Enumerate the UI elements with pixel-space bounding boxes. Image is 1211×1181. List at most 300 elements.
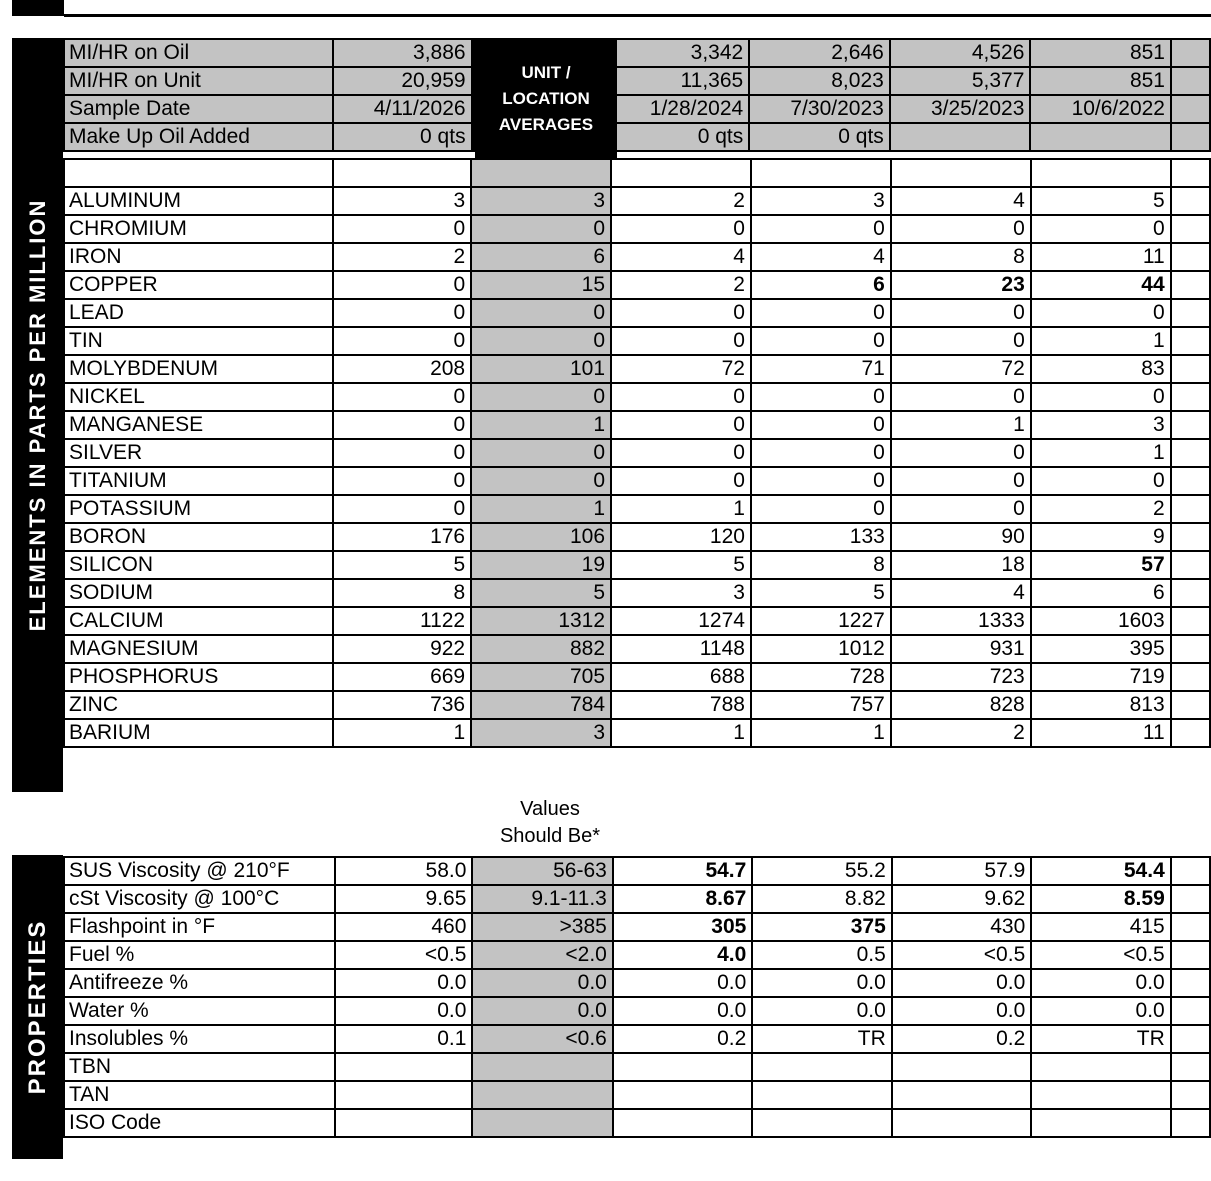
history-value: 7/30/2023 [749,95,890,123]
current-value: 0 [333,299,471,327]
history-value: 8 [891,243,1031,271]
overflow-cell [1171,719,1210,747]
history-value: 0 [611,299,751,327]
history-value: 11,365 [609,67,750,95]
table-row [64,523,1210,551]
row-label: ISO Code [64,1109,335,1137]
current-value: 2 [333,243,471,271]
table-row [64,187,1210,215]
history-value: 0 [751,467,891,495]
average-value: <0.6 [472,1025,612,1053]
table-row [64,383,1210,411]
header-row [64,123,1210,151]
history-value: 10/6/2022 [1030,95,1171,123]
history-value: 0.5 [752,941,891,969]
history-value: 1/28/2024 [609,95,750,123]
history-value: 4.0 [613,941,752,969]
history-value: 0 [891,383,1031,411]
current-value: 1122 [333,607,471,635]
history-value: 6 [751,271,891,299]
table-row [64,635,1210,663]
average-value: 784 [471,691,611,719]
history-value: 54.4 [1031,857,1170,885]
row-label: LEAD [64,299,333,327]
history-value: 0 [751,439,891,467]
history-value: 8.67 [613,885,752,913]
average-value: 0.0 [472,997,612,1025]
spacer-cell [1031,159,1171,187]
history-value: 1227 [751,607,891,635]
history-value: 2 [611,271,751,299]
history-value: 1333 [891,607,1031,635]
current-value: <0.5 [335,941,473,969]
history-value: 2 [1031,495,1171,523]
average-value: 0 [471,327,611,355]
history-value: 1 [891,411,1031,439]
properties-title: PROPERTIES [23,919,51,1095]
spacer-cell [751,159,891,187]
current-value: 460 [335,913,473,941]
history-value: 8 [751,551,891,579]
row-label: BORON [64,523,333,551]
header-black-block [12,0,64,16]
current-value: 58.0 [335,857,473,885]
table-row [64,941,1210,969]
row-label: Flashpoint in °F [64,913,335,941]
history-value: 2 [611,187,751,215]
history-value: 0.2 [613,1025,752,1053]
history-value [1171,39,1210,67]
current-value: 4/11/2026 [333,95,472,123]
history-value: 1 [1031,327,1171,355]
spacer-row [64,159,1210,187]
overflow-cell [1171,1025,1210,1053]
history-value: 0 [891,495,1031,523]
history-value: 0 [611,327,751,355]
history-value: 688 [611,663,751,691]
overflow-cell [1171,663,1210,691]
history-value: <0.5 [892,941,1031,969]
history-value: 18 [891,551,1031,579]
overflow-cell [1171,243,1210,271]
overflow-cell [1171,579,1210,607]
history-value: 1603 [1031,607,1171,635]
current-value: 9.65 [335,885,473,913]
table-row [64,857,1210,885]
current-value: 0 [333,327,471,355]
row-label: SUS Viscosity @ 210°F [64,857,335,885]
elements-table [63,158,1211,748]
average-value: 9.1-11.3 [472,885,612,913]
history-value: 5,377 [890,67,1031,95]
table-row [64,439,1210,467]
values-should-be-note [475,796,625,850]
history-value: 55.2 [752,857,891,885]
history-value [1031,1109,1170,1137]
history-value: 0 qts [749,123,890,151]
values-note-line-1: Values [520,798,580,820]
unit-location-averages-header [475,39,617,159]
history-value: 0 [751,327,891,355]
values-note-line-2: Should Be* [499,825,601,847]
history-value: 0.0 [892,969,1031,997]
average-value: 19 [471,551,611,579]
history-value: 1274 [611,607,751,635]
unit-location-label-1: UNIT / [521,63,571,82]
average-value: 0.0 [472,969,612,997]
overflow-cell [1171,439,1210,467]
row-label: IRON [64,243,333,271]
history-value: 0 [611,215,751,243]
overflow-cell [1171,411,1210,439]
history-value: 9.62 [892,885,1031,913]
history-value: 0 [891,439,1031,467]
overflow-cell [1171,1081,1210,1109]
row-label: NICKEL [64,383,333,411]
average-value: 0 [471,467,611,495]
history-value: 1 [751,719,891,747]
row-label: POTASSIUM [64,495,333,523]
history-value [1171,95,1210,123]
history-value: 0 [611,383,751,411]
history-value: 11 [1031,719,1171,747]
history-value: 44 [1031,271,1171,299]
row-label: Fuel % [64,941,335,969]
row-label: TIN [64,327,333,355]
unit-location-label-2: LOCATION [502,89,590,108]
row-label: Water % [64,997,335,1025]
history-value: 3,342 [609,39,750,67]
table-row [64,1025,1210,1053]
history-value: 0 qts [609,123,750,151]
row-label: CALCIUM [64,607,333,635]
history-value: 851 [1030,39,1171,67]
history-value: 0.0 [752,997,891,1025]
current-value: 20,959 [333,67,472,95]
row-label: MAGNESIUM [64,635,333,663]
history-value: 57.9 [892,857,1031,885]
history-value: 0 [751,495,891,523]
history-value: 72 [611,355,751,383]
history-value: 0 [751,411,891,439]
table-row [64,299,1210,327]
history-value [752,1053,891,1081]
table-row [64,271,1210,299]
history-value [613,1109,752,1137]
current-value: 0 qts [333,123,472,151]
history-value: TR [752,1025,891,1053]
average-value: 15 [471,271,611,299]
history-value: 1 [1031,439,1171,467]
current-value: 3 [333,187,471,215]
history-value: 813 [1031,691,1171,719]
history-value [1031,1053,1170,1081]
current-value: 0.0 [335,969,473,997]
current-value: 0 [333,439,471,467]
unit-location-label-3: AVERAGES [498,115,594,134]
current-value: 736 [333,691,471,719]
table-row [64,997,1210,1025]
row-label: MANGANESE [64,411,333,439]
current-value: 0 [333,467,471,495]
history-value [1171,123,1210,151]
average-value: <2.0 [472,941,612,969]
table-row [64,411,1210,439]
history-value: 3 [751,187,891,215]
row-label: TBN [64,1053,335,1081]
elements-title: ELEMENTS IN PARTS PER MILLION [24,198,50,632]
overflow-cell [1171,271,1210,299]
table-row [64,885,1210,913]
average-value: 101 [471,355,611,383]
history-value: 415 [1031,913,1170,941]
current-value [335,1053,473,1081]
current-value: 0.1 [335,1025,473,1053]
history-value: 8.59 [1031,885,1170,913]
history-value: 4 [611,243,751,271]
table-row [64,691,1210,719]
spacer-cell [611,159,751,187]
elements-sidebar [12,38,63,792]
overflow-cell [1171,383,1210,411]
average-value: 0 [471,383,611,411]
overflow-cell [1171,1109,1210,1137]
history-value: 395 [1031,635,1171,663]
history-value: 71 [751,355,891,383]
history-value: 0 [611,411,751,439]
history-value: 5 [611,551,751,579]
history-value: 8,023 [749,67,890,95]
current-value: 0.0 [335,997,473,1025]
history-value: 757 [751,691,891,719]
row-label: MI/HR on Unit [64,67,333,95]
row-label: TAN [64,1081,335,1109]
average-value: 0 [471,215,611,243]
row-label: MOLYBDENUM [64,355,333,383]
history-value [752,1081,891,1109]
history-value: <0.5 [1031,941,1170,969]
overflow-cell [1171,523,1210,551]
spacer-cell [333,159,471,187]
overflow-cell [1171,495,1210,523]
average-value: 106 [471,523,611,551]
history-value: 3/25/2023 [890,95,1031,123]
history-value [892,1053,1031,1081]
row-label: Sample Date [64,95,333,123]
overflow-cell [1171,691,1210,719]
current-value: 0 [333,411,471,439]
history-value: 0 [1031,383,1171,411]
sample-info-table [63,38,1211,152]
header-divider [64,14,1211,17]
overflow-cell [1171,885,1210,913]
history-value: 3 [611,579,751,607]
average-value: 6 [471,243,611,271]
table-row [64,579,1210,607]
spacer-cell [1171,159,1210,187]
current-value: 0 [333,271,471,299]
current-value: 208 [333,355,471,383]
table-row [64,467,1210,495]
overflow-cell [1171,551,1210,579]
history-value: 0 [611,439,751,467]
row-label: cSt Viscosity @ 100°C [64,885,335,913]
table-row [64,551,1210,579]
history-value: 828 [891,691,1031,719]
header-row [64,95,1210,123]
history-value: 0 [1031,467,1171,495]
history-value: 0.0 [1031,997,1170,1025]
history-value: 90 [891,523,1031,551]
table-row [64,243,1210,271]
current-value: 5 [333,551,471,579]
overflow-cell [1171,913,1210,941]
average-value: 705 [471,663,611,691]
row-label: ZINC [64,691,333,719]
average-value: 5 [471,579,611,607]
history-value: 931 [891,635,1031,663]
current-value: 3,886 [333,39,472,67]
history-value: 723 [891,663,1031,691]
history-value [613,1081,752,1109]
history-value: 11 [1031,243,1171,271]
row-label: SODIUM [64,579,333,607]
average-value: 882 [471,635,611,663]
history-value: 1 [611,719,751,747]
history-value: 0 [751,383,891,411]
average-value: 1 [471,495,611,523]
history-value: 23 [891,271,1031,299]
table-row [64,1053,1210,1081]
average-value [472,1053,612,1081]
history-value: 375 [752,913,891,941]
history-value: 72 [891,355,1031,383]
history-value: 728 [751,663,891,691]
history-value: 788 [611,691,751,719]
history-value [1031,1081,1170,1109]
row-label: Antifreeze % [64,969,335,997]
history-value: 133 [751,523,891,551]
history-value: 9 [1031,523,1171,551]
history-value: 0 [891,215,1031,243]
history-value: 2 [891,719,1031,747]
current-value [335,1109,473,1137]
properties-sidebar [12,855,63,1159]
row-label: COPPER [64,271,333,299]
table-row [64,969,1210,997]
overflow-cell [1171,215,1210,243]
table-row [64,719,1210,747]
history-value: 0 [751,215,891,243]
history-value: 0.0 [892,997,1031,1025]
table-row [64,495,1210,523]
average-value: 1312 [471,607,611,635]
history-value [1030,123,1171,151]
overflow-cell [1171,355,1210,383]
table-row [64,355,1210,383]
row-label: BARIUM [64,719,333,747]
row-label: MI/HR on Oil [64,39,333,67]
average-value: 3 [471,187,611,215]
average-value: 3 [471,719,611,747]
history-value: 851 [1030,67,1171,95]
history-value: 4 [751,243,891,271]
table-row [64,913,1210,941]
history-value: 430 [892,913,1031,941]
history-value: 305 [613,913,752,941]
history-value: 54.7 [613,857,752,885]
history-value: 1012 [751,635,891,663]
history-value [892,1109,1031,1137]
history-value: 1148 [611,635,751,663]
overflow-cell [1171,1053,1210,1081]
history-value: 0 [891,299,1031,327]
average-value: 1 [471,411,611,439]
row-label: SILVER [64,439,333,467]
history-value: TR [1031,1025,1170,1053]
average-value: 0 [471,439,611,467]
current-value: 1 [333,719,471,747]
history-value: 4 [891,187,1031,215]
history-value: 2,646 [749,39,890,67]
history-value: 0 [751,299,891,327]
overflow-cell [1171,997,1210,1025]
history-value: 3 [1031,411,1171,439]
header-row [64,67,1210,95]
overflow-cell [1171,187,1210,215]
average-value: 56-63 [472,857,612,885]
history-value: 0 [1031,215,1171,243]
history-value: 5 [1031,187,1171,215]
row-label: ALUMINUM [64,187,333,215]
table-row [64,327,1210,355]
history-value: 1 [611,495,751,523]
current-value: 0 [333,215,471,243]
history-value: 0 [611,467,751,495]
average-value [472,1109,612,1137]
history-value: 83 [1031,355,1171,383]
table-row [64,215,1210,243]
history-value: 0.2 [892,1025,1031,1053]
overflow-cell [1171,467,1210,495]
current-value: 669 [333,663,471,691]
overflow-cell [1171,327,1210,355]
history-value: 0.0 [613,969,752,997]
overflow-cell [1171,857,1210,885]
properties-table [63,856,1211,1138]
table-row [64,1109,1210,1137]
row-label: TITANIUM [64,467,333,495]
history-value: 4,526 [890,39,1031,67]
current-value: 0 [333,383,471,411]
history-value [752,1109,891,1137]
row-label: CHROMIUM [64,215,333,243]
history-value [890,123,1031,151]
table-row [64,607,1210,635]
history-value: 719 [1031,663,1171,691]
history-value: 4 [891,579,1031,607]
row-label: Insolubles % [64,1025,335,1053]
spacer-cell [64,159,333,187]
history-value: 0 [891,327,1031,355]
history-value: 0.0 [613,997,752,1025]
history-value: 0 [891,467,1031,495]
overflow-cell [1171,969,1210,997]
overflow-cell [1171,635,1210,663]
history-value [1171,67,1210,95]
history-value [613,1053,752,1081]
history-value: 57 [1031,551,1171,579]
